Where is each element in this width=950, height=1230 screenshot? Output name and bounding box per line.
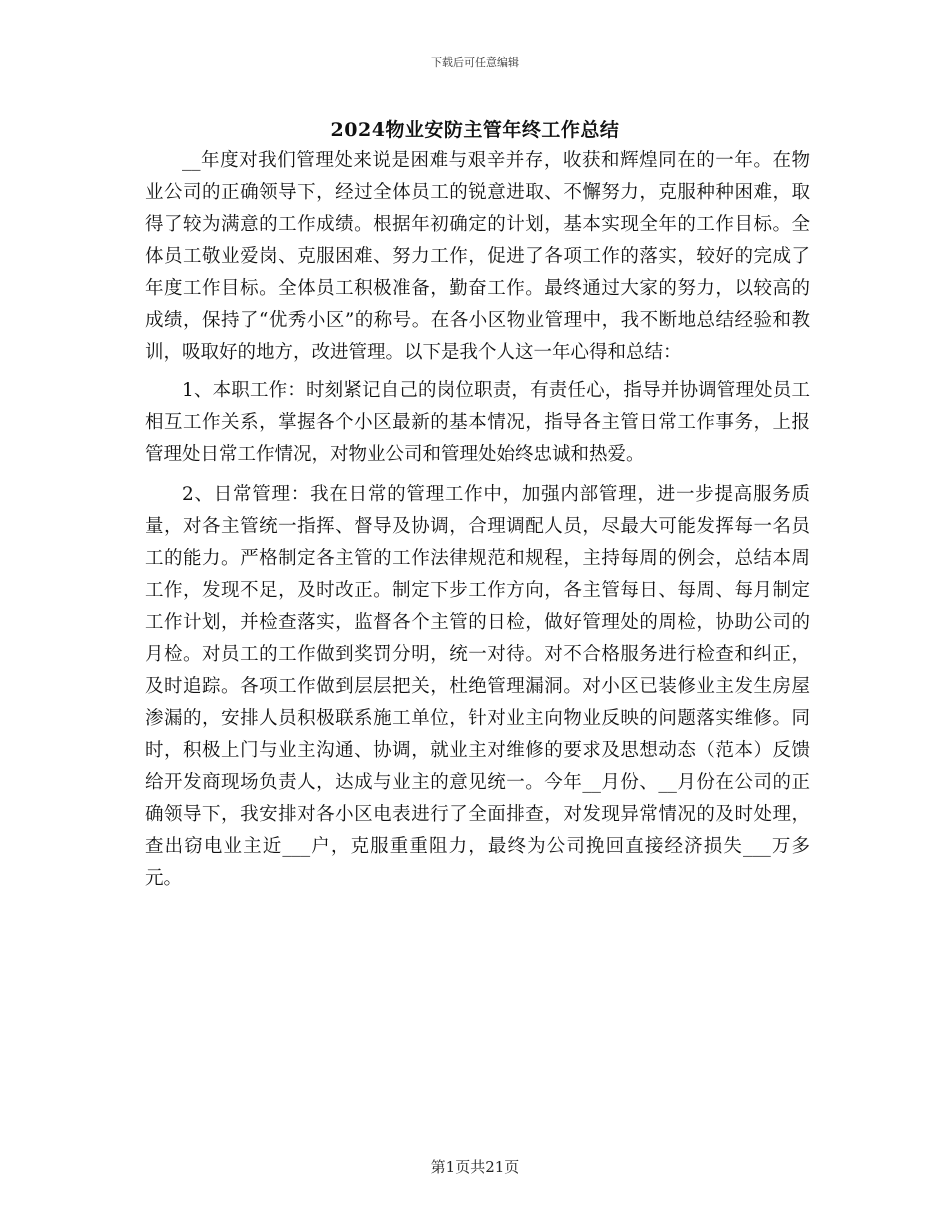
paragraph-daily-management: 2、日常管理：我在日常的管理工作中，加强内部管理，进一步提高服务质量，对各主管统一指挥、督导及协调，合理调配人员，尽最大可能发挥每一名员工的能力。严格制定各主管的工作法律规范和规程，主持每周的例会，总结本周工作，发现不足，及时改正。制定下步工作方向，各主管每日、每周、每月制定工作计划，并检查落实，监督各个主管的日检，做好管理处的周检，协助公司的月检。对员工的工作做到奖罚分明，统一对待。对不合格服务进行检查和纠正，及时追踪。各项工作做到层层把关，杜绝管理漏洞。对小区已装修业主发生房屋渗漏的，安排人员积极联系施工单位，针对业主向物业反映的问题落实维修。同时，积极上门与业主沟通、协调，就业主对维修的要求及思想动态（范本）反馈给开发商现场负责人，达成与业主的意见统一。今年__月份、__月份在公司的正确领导下，我安排对各小区电表进行了全面排查，对发现异常情况的及时处理，查出窃电业主近___户，克服重重阻力，最终为公司挽回直接经济损失___万多元。 — [145, 484, 810, 889]
paragraph-duties: 1、本职工作：时刻紧记自己的岗位职责，有责任心，指导并协调管理处员工相互工作关系，掌握各个小区最新的基本情况，指导各主管日常工作事务，上报管理处日常工作情况，对物业公司和管理处始终忠诚和热爱。 — [145, 380, 810, 465]
document-title: 2024物业安防主管年终工作总结 — [330, 119, 620, 141]
page-number-footer: 第1页共21页 — [430, 1158, 520, 1176]
document-body — [145, 145, 810, 895]
header-note: 下载后可任意编辑 — [431, 56, 519, 69]
paragraph-intro: __年度对我们管理处来说是困难与艰辛并存，收获和辉煌同在的一年。在物业公司的正确领导下，经过全体员工的锐意进取、不懈努力，克服种种困难，取得了较为满意的工作成绩。根据年初确定的计划，基本实现全年的工作目标。全体员工敬业爱岗、克服困难、努力工作，促进了各项工作的落实，较好的完成了年度工作目标。全体员工积极准备，勤奋工作。最终通过大家的努力，以较高的成绩，保持了“优秀小区”的称号。在各小区物业管理中，我不断地总结经验和教训，吸取好的地方，改进管理。以下是我个人这一年心得和总结： — [145, 150, 810, 363]
